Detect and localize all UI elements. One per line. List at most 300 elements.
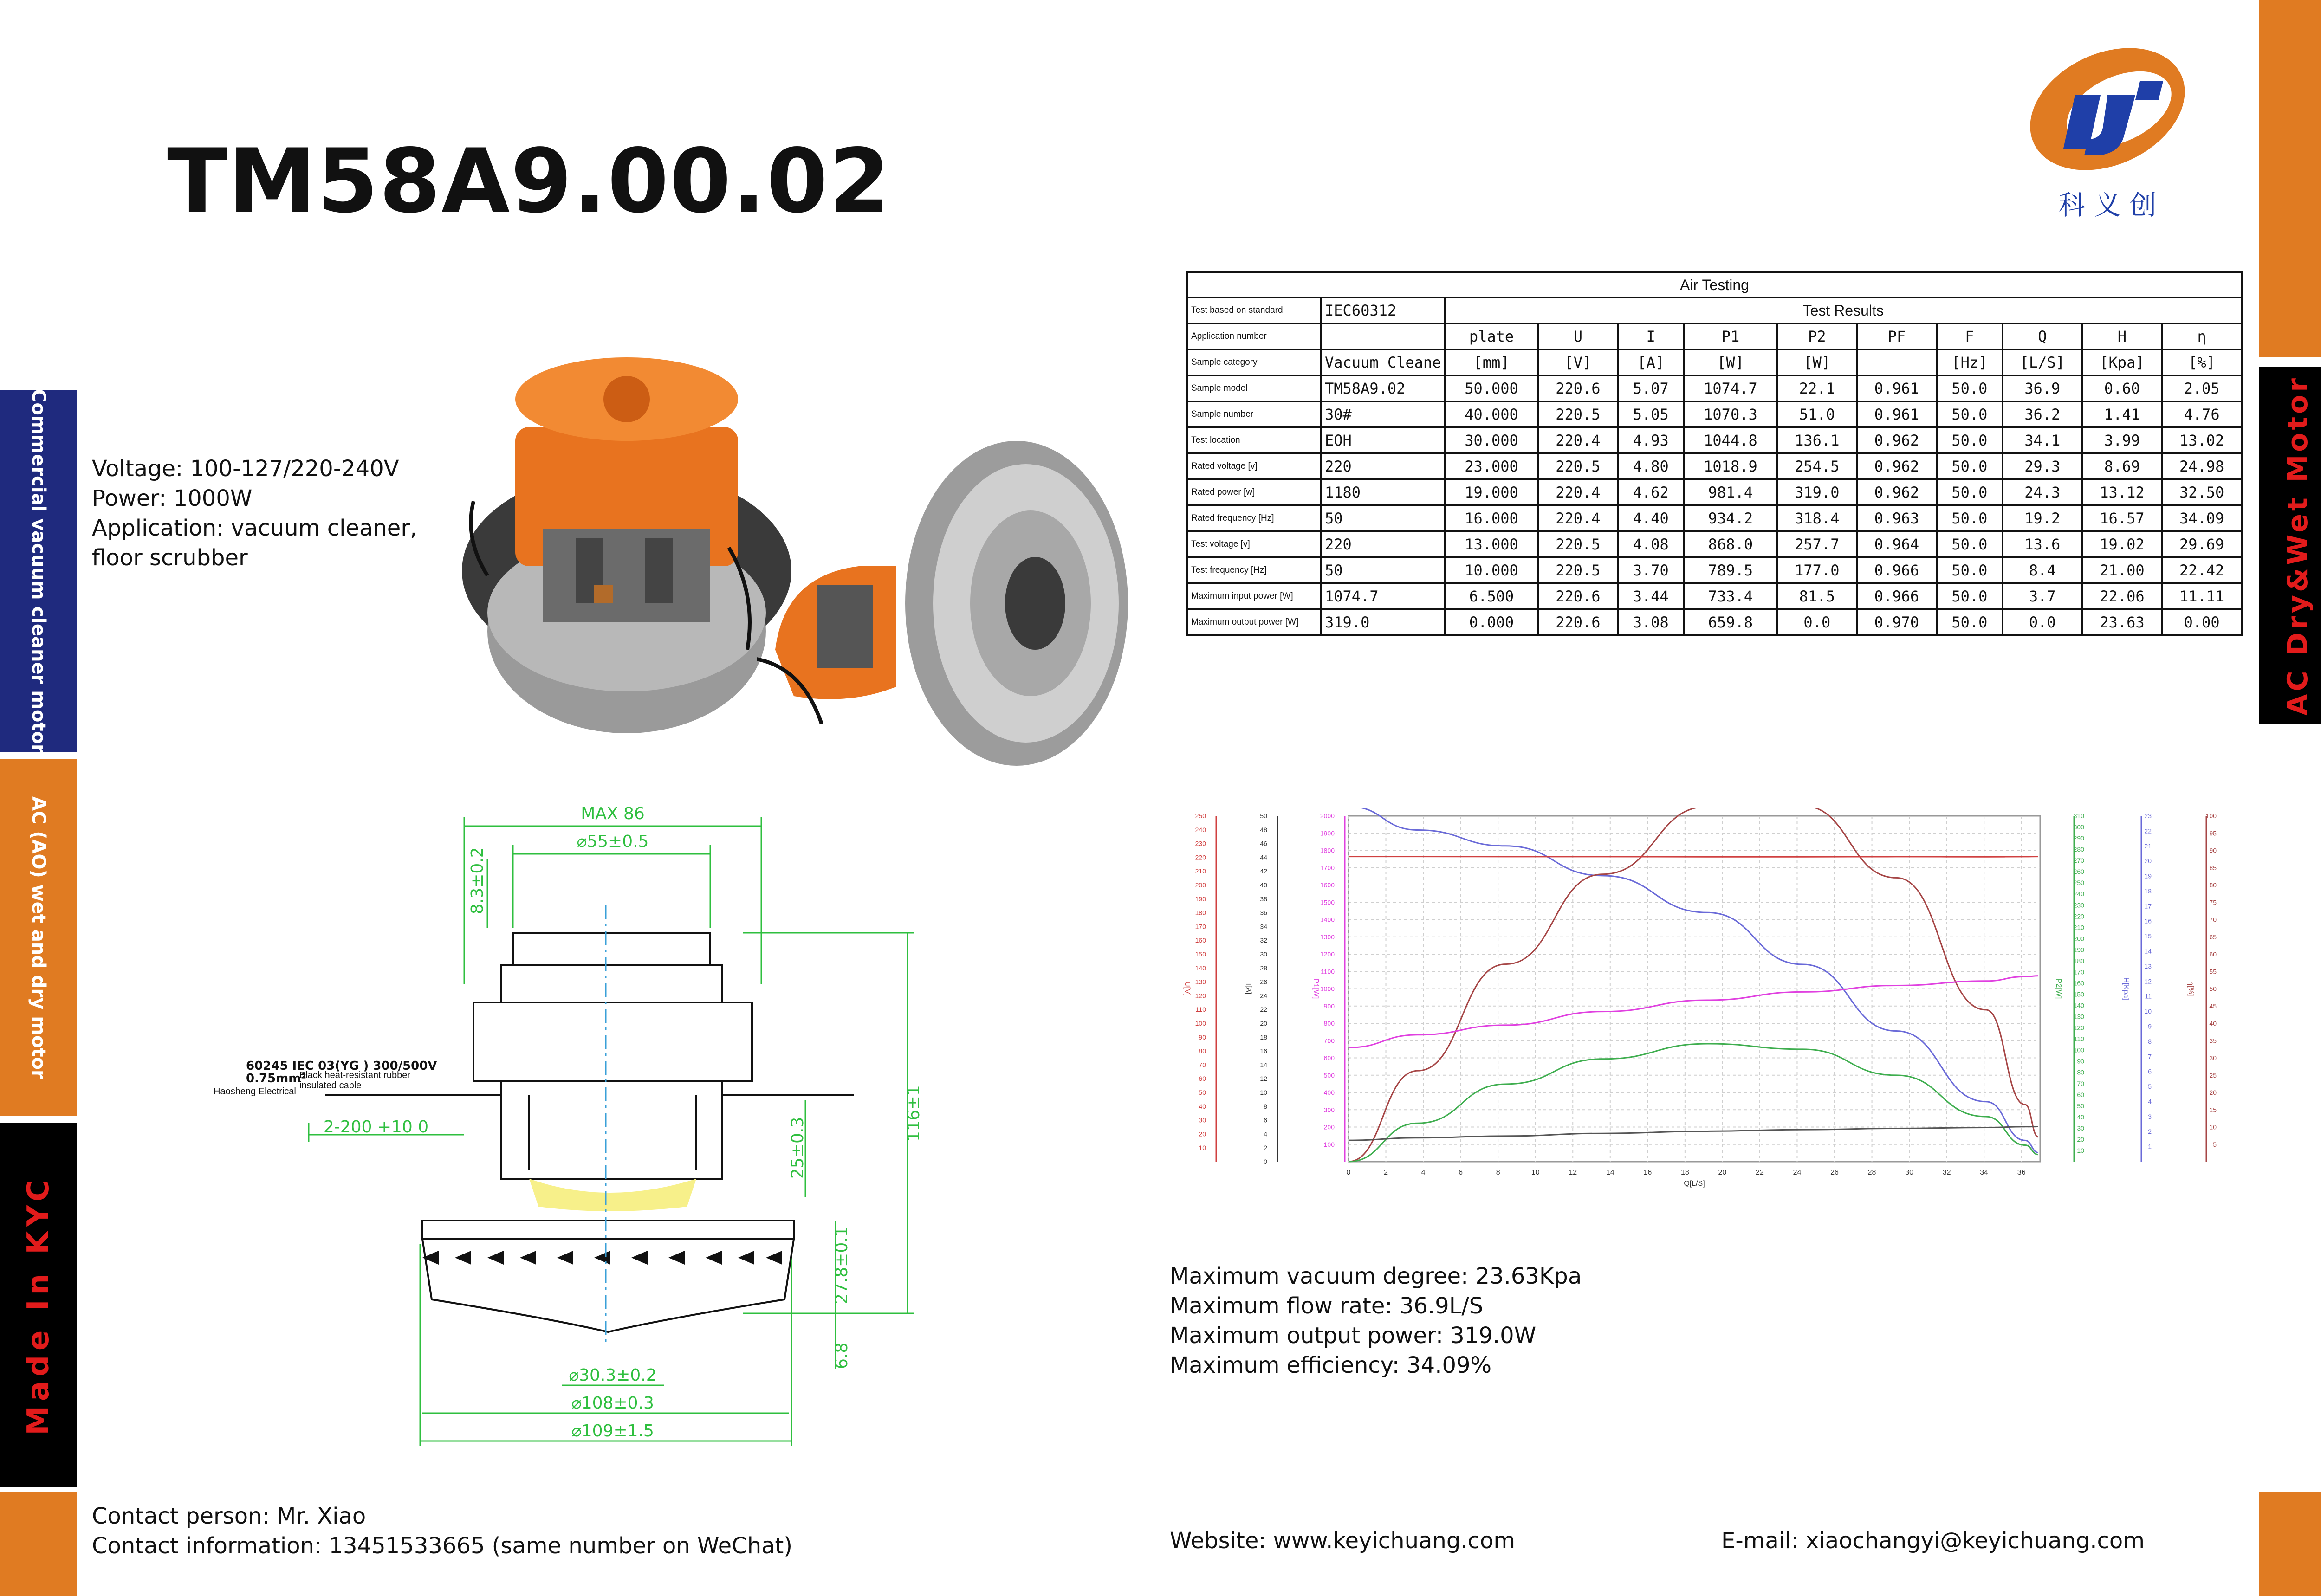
axis-tick-P2: 80 <box>2077 1068 2084 1076</box>
axis-tick-I: 12 <box>1260 1075 1267 1083</box>
col-header: Q <box>2003 323 2082 349</box>
table-cell: 23.000 <box>1445 453 1538 479</box>
table-cell: 789.5 <box>1684 557 1777 583</box>
table-cell: 0.962 <box>1857 479 1937 505</box>
axis-tick-eta: 100 <box>2205 812 2217 820</box>
axis-tick-P1: 1700 <box>1320 864 1335 872</box>
axis-tick-H: 12 <box>2144 977 2152 985</box>
col-header: plate <box>1445 323 1538 349</box>
axis-tick-P2: 60 <box>2077 1091 2084 1098</box>
table-cell: 22.42 <box>2162 557 2242 583</box>
axis-tick-P2: 160 <box>2073 979 2084 987</box>
x-tick-label: 2 <box>1384 1169 1388 1176</box>
table-cell: 8.69 <box>2082 453 2162 479</box>
technical-drawing <box>204 798 1003 1448</box>
table-cell: 0.60 <box>2082 375 2162 401</box>
table-cell: 3.08 <box>1618 609 1684 635</box>
axis-tick-H: 19 <box>2144 872 2152 880</box>
axis-tick-P2: 50 <box>2077 1102 2084 1110</box>
x-tick-label: 6 <box>1459 1169 1463 1176</box>
page-title: TM58A9.00.02 <box>167 130 891 233</box>
table-cell: 220.5 <box>1538 557 1618 583</box>
axis-tick-P1: 1100 <box>1320 968 1335 976</box>
table-cell: 50.0 <box>1937 401 2003 427</box>
dim-top-diameter: ⌀55±0.5 <box>577 832 649 851</box>
spec-application: Application: vacuum cleaner, <box>92 515 417 541</box>
x-tick-label: 30 <box>1905 1169 1914 1176</box>
axis-tick-U: 30 <box>1199 1116 1206 1124</box>
table-cell: 34.1 <box>2003 427 2082 453</box>
table-cell: 16.000 <box>1445 505 1538 531</box>
axis-label-P2: P2[W] <box>2055 978 2062 999</box>
axis-tick-P1: 300 <box>1323 1106 1335 1114</box>
email-link[interactable]: E-mail: xiaochangyi@keyichuang.com <box>1721 1528 2145 1554</box>
x-tick-label: 28 <box>1867 1169 1876 1176</box>
axis-tick-I: 6 <box>1264 1116 1267 1124</box>
table-cell: 13.12 <box>2082 479 2162 505</box>
table-cell: 1070.3 <box>1684 401 1777 427</box>
dim-base-diameter: ⌀109±1.5 <box>571 1422 654 1441</box>
axis-tick-P1: 1400 <box>1320 916 1335 924</box>
axis-tick-eta: 80 <box>2209 881 2217 889</box>
axis-tick-H: 4 <box>2148 1098 2152 1105</box>
axis-label-I: I[A] <box>1245 983 1252 995</box>
table-data-rows <box>1187 375 2242 635</box>
axis-tick-H: 9 <box>2148 1022 2152 1030</box>
x-tick-label: 8 <box>1496 1169 1500 1176</box>
dim-bottom-height: 6.8 <box>832 1342 851 1369</box>
table-cell: 3.99 <box>2082 427 2162 453</box>
table-cell: 24.98 <box>2162 453 2242 479</box>
col-unit: [W] <box>1777 349 1857 375</box>
axis-tick-P2: 100 <box>2073 1046 2084 1054</box>
table-row <box>1187 557 2242 583</box>
website-link[interactable]: Website: www.keyichuang.com <box>1170 1528 1516 1554</box>
table-cell: 21.00 <box>2082 557 2162 583</box>
axis-tick-U: 90 <box>1199 1033 1206 1041</box>
sample-application <box>1321 323 1445 349</box>
dim-cable-length: 2-200 +10 0 <box>323 1118 429 1137</box>
table-cell: 50.0 <box>1937 453 2003 479</box>
table-cell: 2.05 <box>2162 375 2242 401</box>
sample-value: 1074.7 <box>1321 583 1445 609</box>
axis-tick-I: 8 <box>1264 1102 1267 1110</box>
x-tick-label: 10 <box>1531 1169 1540 1176</box>
table-row <box>1187 583 2242 609</box>
x-tick-label: 20 <box>1718 1169 1727 1176</box>
table-cell: 3.70 <box>1618 557 1684 583</box>
axis-tick-P2: 280 <box>2073 846 2084 853</box>
table-cell: 32.50 <box>2162 479 2242 505</box>
axis-tick-P1: 1300 <box>1320 933 1335 941</box>
col-unit: [Hz] <box>1937 349 2003 375</box>
axis-tick-P2: 310 <box>2073 812 2084 820</box>
axis-tick-eta: 10 <box>2209 1123 2217 1131</box>
axis-tick-U: 220 <box>1195 853 1206 861</box>
summary-max-vacuum: Maximum vacuum degree: 23.63Kpa <box>1170 1263 1582 1289</box>
axis-tick-P2: 110 <box>2074 1035 2084 1043</box>
left-tab-ac-wet-dry-label: AC (AO) wet and dry motor <box>28 796 49 1079</box>
sample-value: 50 <box>1321 557 1445 583</box>
table-cell: 30.000 <box>1445 427 1538 453</box>
cable-note1: Black heat-resistant rubber <box>299 1070 411 1080</box>
table-cell: 0.966 <box>1857 583 1937 609</box>
motor-photo-side <box>757 427 1128 817</box>
axis-tick-I: 4 <box>1264 1130 1267 1138</box>
motor-photo-front <box>460 353 794 770</box>
table-cell: 19.2 <box>2003 505 2082 531</box>
axis-tick-I: 48 <box>1260 826 1267 834</box>
sample-value: 50 <box>1321 505 1445 531</box>
axis-tick-P2: 120 <box>2073 1024 2084 1032</box>
axis-tick-U: 150 <box>1195 950 1206 958</box>
table-cell: 0.962 <box>1857 427 1937 453</box>
axis-tick-P1: 800 <box>1323 1020 1335 1027</box>
col-unit: [Kpa] <box>2082 349 2162 375</box>
table-cell: 257.7 <box>1777 531 1857 557</box>
axis-tick-U: 50 <box>1199 1089 1206 1096</box>
sample-value: 319.0 <box>1321 609 1445 635</box>
axis-tick-P1: 1900 <box>1320 829 1335 837</box>
summary-max-flow: Maximum flow rate: 36.9L/S <box>1170 1293 1484 1319</box>
axis-tick-H: 20 <box>2144 857 2152 865</box>
axis-tick-P1: 200 <box>1323 1123 1335 1131</box>
axis-tick-U: 240 <box>1195 826 1206 834</box>
table-cell: 19.000 <box>1445 479 1538 505</box>
table-cell: 5.07 <box>1618 375 1684 401</box>
row-label: Test frequency [Hz] <box>1187 557 1321 583</box>
table-cell: 23.63 <box>2082 609 2162 635</box>
table-row <box>1187 479 2242 505</box>
table-title: Air Testing <box>1187 272 2242 297</box>
axis-tick-U: 190 <box>1195 895 1206 903</box>
axis-tick-U: 130 <box>1195 978 1206 986</box>
table-cell: 1.41 <box>2082 401 2162 427</box>
sample-value: 220 <box>1321 531 1445 557</box>
axis-tick-H: 14 <box>2144 947 2152 955</box>
table-cell: 136.1 <box>1777 427 1857 453</box>
left-tab-ac-wet-dry <box>0 759 77 1116</box>
axis-tick-I: 34 <box>1260 923 1267 930</box>
table-cell: 19.02 <box>2082 531 2162 557</box>
axis-tick-P2: 130 <box>2073 1013 2084 1021</box>
axis-tick-eta: 50 <box>2209 985 2217 993</box>
table-cell: 0.961 <box>1857 401 1937 427</box>
table-cell: 40.000 <box>1445 401 1538 427</box>
axis-tick-P1: 900 <box>1323 1002 1335 1010</box>
table-cell: 934.2 <box>1684 505 1777 531</box>
table-cell: 319.0 <box>1777 479 1857 505</box>
sample-value: 30# <box>1321 401 1445 427</box>
axis-tick-U: 40 <box>1199 1102 1206 1110</box>
spec-block <box>92 454 417 573</box>
axis-tick-H: 2 <box>2148 1128 2152 1136</box>
x-tick-label: 36 <box>2017 1169 2026 1176</box>
table-cell: 4.93 <box>1618 427 1684 453</box>
axis-tick-I: 22 <box>1260 1006 1267 1014</box>
table-cell: 50.0 <box>1937 557 2003 583</box>
table-cell: 50.000 <box>1445 375 1538 401</box>
table-cell: 4.80 <box>1618 453 1684 479</box>
axis-label-U: U[V] <box>1183 981 1191 996</box>
table-row <box>1187 505 2242 531</box>
x-axis-label: Q[L/S] <box>1684 1180 1705 1188</box>
dim-housing-diameter: ⌀108±0.3 <box>571 1394 654 1413</box>
axis-tick-P1: 1000 <box>1320 985 1335 993</box>
axis-tick-U: 100 <box>1195 1020 1206 1027</box>
axis-tick-eta: 95 <box>2209 829 2217 837</box>
axis-tick-eta: 75 <box>2209 898 2217 906</box>
summary-max-efficiency: Maximum efficiency: 34.09% <box>1170 1352 1492 1378</box>
axis-tick-P1: 1600 <box>1320 881 1335 889</box>
table-cell: 254.5 <box>1777 453 1857 479</box>
axis-tick-H: 8 <box>2148 1037 2152 1045</box>
axis-tick-P1: 100 <box>1323 1140 1335 1148</box>
table-cell: 0.0 <box>2003 609 2082 635</box>
dim-lower-height: 27.8±0.1 <box>832 1226 851 1304</box>
table-cell: 0.0 <box>1777 609 1857 635</box>
axis-tick-P2: 170 <box>2073 968 2084 976</box>
contact-info: Contact information: 13451533665 (same number on WeChat) <box>92 1533 793 1559</box>
table-cell: 220.5 <box>1538 401 1618 427</box>
table-row <box>1187 427 2242 453</box>
axis-tick-P2: 90 <box>2077 1057 2084 1065</box>
col-unit: [W] <box>1684 349 1777 375</box>
table-cell: 220.6 <box>1538 375 1618 401</box>
col-header: P2 <box>1777 323 1857 349</box>
axis-tick-P2: 10 <box>2077 1146 2084 1154</box>
axis-tick-H: 1 <box>2148 1143 2152 1150</box>
axis-tick-I: 16 <box>1260 1047 1267 1055</box>
axis-tick-P2: 20 <box>2077 1135 2084 1143</box>
table-cell: 177.0 <box>1777 557 1857 583</box>
cable-spec-line1: 60245 IEC 03(YG ) 300/500V <box>246 1059 437 1073</box>
x-tick-label: 32 <box>1942 1169 1951 1176</box>
col-unit: [A] <box>1618 349 1684 375</box>
performance-chart <box>1174 808 2265 1197</box>
table-cell: 29.3 <box>2003 453 2082 479</box>
row-label: Test voltage [v] <box>1187 531 1321 557</box>
table-cell: 733.4 <box>1684 583 1777 609</box>
x-tick-label: 24 <box>1793 1169 1802 1176</box>
sample-value: TM58A9.02 <box>1321 375 1445 401</box>
x-tick-label: 18 <box>1680 1169 1689 1176</box>
dim-top-height: 8.3±0.2 <box>468 847 487 914</box>
row-label: Sample number <box>1187 401 1321 427</box>
axis-tick-I: 32 <box>1260 937 1267 944</box>
axis-tick-P2: 200 <box>2073 935 2084 943</box>
axis-tick-H: 10 <box>2144 1008 2152 1015</box>
table-cell: 50.0 <box>1937 531 2003 557</box>
axis-tick-H: 17 <box>2144 902 2152 910</box>
cable-maker: Haosheng Electrical <box>214 1086 296 1097</box>
table-cell: 50.0 <box>1937 505 2003 531</box>
col-header: η <box>2162 323 2242 349</box>
axis-tick-P1: 1200 <box>1320 950 1335 958</box>
table-cell: 36.2 <box>2003 401 2082 427</box>
row-label: Sample model <box>1187 375 1321 401</box>
axis-tick-H: 21 <box>2144 842 2152 850</box>
col-unit <box>1857 349 1937 375</box>
axis-tick-I: 26 <box>1260 978 1267 986</box>
axis-tick-P2: 250 <box>2073 879 2084 887</box>
axis-tick-H: 16 <box>2144 917 2152 925</box>
col-header: I <box>1618 323 1684 349</box>
table-cell: 50.0 <box>1937 583 2003 609</box>
axis-tick-I: 18 <box>1260 1033 1267 1041</box>
axis-tick-I: 20 <box>1260 1020 1267 1027</box>
axis-tick-H: 3 <box>2148 1112 2152 1120</box>
spec-voltage: Voltage: 100-127/220-240V <box>92 456 399 482</box>
axis-tick-I: 30 <box>1260 950 1267 958</box>
axis-label-eta: η[%] <box>2187 981 2195 996</box>
axis-tick-eta: 70 <box>2209 916 2217 924</box>
axis-tick-U: 180 <box>1195 909 1206 917</box>
row-label: Rated frequency [Hz] <box>1187 505 1321 531</box>
axis-tick-H: 7 <box>2148 1053 2152 1060</box>
axis-tick-I: 36 <box>1260 909 1267 917</box>
x-tick-label: 0 <box>1346 1169 1351 1176</box>
x-tick-label: 14 <box>1606 1169 1614 1176</box>
table-cell: 220.4 <box>1538 479 1618 505</box>
table-cell: 220.5 <box>1538 531 1618 557</box>
left-tab-made-in <box>0 1123 77 1487</box>
right-bar-bottom-orange <box>2259 1492 2321 1596</box>
axis-tick-eta: 35 <box>2209 1037 2217 1045</box>
axis-tick-H: 18 <box>2144 887 2152 895</box>
axis-tick-P2: 70 <box>2077 1079 2084 1087</box>
axis-tick-H: 23 <box>2144 812 2152 820</box>
axis-tick-H: 11 <box>2145 992 2152 1000</box>
axis-tick-I: 38 <box>1260 895 1267 903</box>
axis-tick-I: 40 <box>1260 881 1267 889</box>
left-tab-commercial-label: Commercial vacuum cleaner motor <box>28 388 49 753</box>
x-tick-label: 22 <box>1756 1169 1764 1176</box>
axis-tick-U: 60 <box>1199 1075 1206 1083</box>
axis-tick-U: 110 <box>1195 1006 1206 1014</box>
table-cell: 10.000 <box>1445 557 1538 583</box>
table-cell: 220.5 <box>1538 453 1618 479</box>
table-cell: 81.5 <box>1777 583 1857 609</box>
axis-tick-eta: 20 <box>2209 1089 2217 1096</box>
table-cell: 13.6 <box>2003 531 2082 557</box>
row-label: Rated voltage [v] <box>1187 453 1321 479</box>
axis-tick-eta: 40 <box>2209 1020 2217 1027</box>
axis-tick-U: 160 <box>1195 937 1206 944</box>
axis-tick-I: 50 <box>1260 812 1267 820</box>
axis-tick-P2: 190 <box>2073 946 2084 954</box>
axis-tick-eta: 55 <box>2209 968 2217 976</box>
dim-max-width: MAX 86 <box>581 804 645 823</box>
axis-tick-U: 250 <box>1195 812 1206 820</box>
axis-tick-P2: 290 <box>2073 834 2084 842</box>
dim-outlet-diameter: ⌀30.3±0.2 <box>569 1366 657 1385</box>
axis-tick-I: 10 <box>1260 1089 1267 1096</box>
table-cell: 8.4 <box>2003 557 2082 583</box>
table-cell: 36.9 <box>2003 375 2082 401</box>
table-cell: 50.0 <box>1937 427 2003 453</box>
table-cell: 0.966 <box>1857 557 1937 583</box>
axis-tick-U: 170 <box>1195 923 1206 930</box>
table-cell: 3.7 <box>2003 583 2082 609</box>
table-cell: 220.4 <box>1538 505 1618 531</box>
axis-tick-eta: 60 <box>2209 950 2217 958</box>
axis-tick-I: 2 <box>1264 1144 1267 1152</box>
table-cell: 0.000 <box>1445 609 1538 635</box>
table-cell: 6.500 <box>1445 583 1538 609</box>
axis-tick-eta: 85 <box>2209 864 2217 872</box>
row-label: Test location <box>1187 427 1321 453</box>
col-unit: [L/S] <box>2003 349 2082 375</box>
dim-mid-height: 25±0.3 <box>788 1117 807 1179</box>
axis-tick-P1: 1500 <box>1320 898 1335 906</box>
sample-value: 220 <box>1321 453 1445 479</box>
axis-tick-P2: 270 <box>2073 857 2084 865</box>
row-label: Maximum input power [W] <box>1187 583 1321 609</box>
table-cell: 13.000 <box>1445 531 1538 557</box>
table-cell: 659.8 <box>1684 609 1777 635</box>
table-cell: 34.09 <box>2162 505 2242 531</box>
table-cell: 220.6 <box>1538 583 1618 609</box>
summary-block <box>1170 1261 1582 1380</box>
table-cell: 318.4 <box>1777 505 1857 531</box>
table-cell: 4.08 <box>1618 531 1684 557</box>
table-cell: 22.1 <box>1777 375 1857 401</box>
col-header: H <box>2082 323 2162 349</box>
axis-tick-I: 42 <box>1260 867 1267 875</box>
sample-value: 1180 <box>1321 479 1445 505</box>
table-cell: 11.11 <box>2162 583 2242 609</box>
table-row <box>1187 375 2242 401</box>
row-label-application: Application number <box>1187 323 1321 349</box>
axis-tick-U: 70 <box>1199 1061 1206 1069</box>
table-cell: 5.05 <box>1618 401 1684 427</box>
table-cell: 50.0 <box>1937 609 2003 635</box>
test-results-header: Test Results <box>1445 297 2242 323</box>
cable-spec-line2: 0.75mm² <box>246 1072 306 1086</box>
left-tab-made-in-label: Made In KYC <box>21 1175 56 1435</box>
axis-tick-I: 46 <box>1260 840 1267 847</box>
table-cell: 0.961 <box>1857 375 1937 401</box>
axis-tick-P2: 210 <box>2073 924 2084 931</box>
x-tick-label: 12 <box>1569 1169 1577 1176</box>
axis-tick-P2: 240 <box>2073 890 2084 898</box>
spec-power: Power: 1000W <box>92 485 253 511</box>
col-header: P1 <box>1684 323 1777 349</box>
axis-tick-P1: 500 <box>1323 1071 1335 1079</box>
axis-tick-eta: 90 <box>2209 846 2217 854</box>
axis-tick-P1: 600 <box>1323 1054 1335 1062</box>
axis-tick-eta: 15 <box>2209 1106 2217 1114</box>
axis-tick-U: 200 <box>1195 881 1206 889</box>
row-label: Rated power [w] <box>1187 479 1321 505</box>
table-cell: 0.964 <box>1857 531 1937 557</box>
table-cell: 220.4 <box>1538 427 1618 453</box>
axis-tick-P1: 1800 <box>1320 846 1335 854</box>
axis-tick-H: 5 <box>2148 1083 2152 1091</box>
table-cell: 1044.8 <box>1684 427 1777 453</box>
right-tab-ac-dry-wet <box>2259 367 2321 724</box>
x-tick-label: 4 <box>1421 1169 1426 1176</box>
axis-tick-U: 120 <box>1195 992 1206 1000</box>
col-unit: [V] <box>1538 349 1618 375</box>
sample-standard: IEC60312 <box>1321 297 1445 323</box>
table-cell: 29.69 <box>2162 531 2242 557</box>
axis-tick-H: 13 <box>2144 962 2152 970</box>
axis-tick-eta: 30 <box>2209 1054 2217 1062</box>
axis-tick-P1: 2000 <box>1320 812 1335 820</box>
axis-tick-P2: 300 <box>2073 823 2084 831</box>
